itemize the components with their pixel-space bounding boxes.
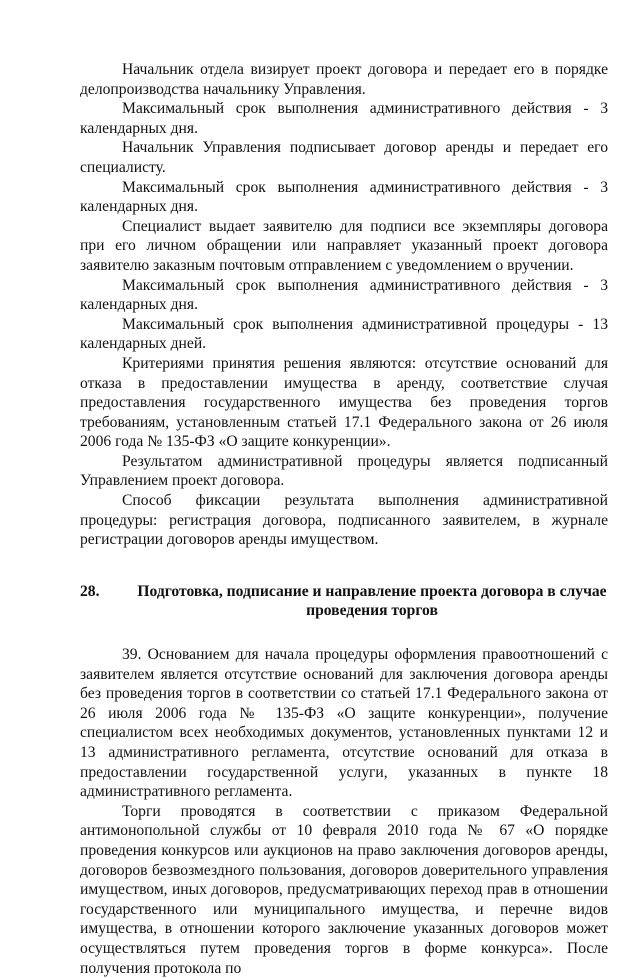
section-title-line1: Подготовка, подписание и направление проекта договора в случае: [137, 582, 607, 600]
paragraph-criteria: Критериями принятия решения являются: отсутствие оснований для отказа в предоставлении имущества в аренду, соответствие случая предоставления государственного имущества без проведения торгов требованиям, установленным статьей 17.1 Федерального закона от 26 июля 2006 года № 135-ФЗ «О защите конкуренции».: [80, 354, 608, 451]
paragraph-39: 39. Основанием для начала процедуры оформления правоотношений с заявителем является отсутствие оснований для заключения договора аренды без проведения торгов в соответствии со статьей 17.1 Федерального закона от 26 июля 2006 года № 135-ФЗ «О защите конкуренции», получение специалистом всех необходимых документов, установленных пунктами 12 и 13 административного регламента, отсутствие оснований для отказа в предоставлении государственной услуги, указанных в пункте 18 административного регламента.: [80, 646, 608, 801]
paragraph-auctions: Торги проводятся в соответствии с приказом Федеральной антимонопольной службы от 10 февраля 2010 года № 67 «О порядке проведения конкурсов или аукционов на право заключения договоров аренды, договоров безвозмездного пользования, договоров доверительного управления имуществом, иных договоров, предусматривающих переход прав в отношении государственного или муниципального имущества, и перечне видов имущества, в отношении которого заключение указанных договоров может осуществляться путем проведения торгов в форме конкурса». После получения протокола по: [80, 802, 608, 977]
paragraph-max-procedure-term: Максимальный срок выполнения административной процедуры - 13 календарных дней.: [80, 315, 608, 353]
paragraph-sign: Начальник Управления подписывает договор аренды и передает его специалисту.: [80, 139, 608, 176]
paragraph-max-term-3: Максимальный срок выполнения административного действия - 3 календарных дня.: [80, 276, 608, 314]
paragraph-visa: Начальник отдела визирует проект договора и передает его в порядке делопроизводства начальнику Управления.: [80, 61, 608, 98]
section-heading: [80, 582, 608, 621]
paragraph-fixation: Способ фиксации результата выполнения административной процедуры: регистрация договора, подписанного заявителем, в журнале регистрации договоров аренды имуществом.: [80, 492, 608, 549]
paragraph-issue: Специалист выдает заявителю для подписи все экземпляры договора при его личном обращении или направляет указанный проект договора заявителю заказным почтовым отправлением с уведомлением о вручении.: [80, 217, 608, 274]
document-body: [80, 60, 608, 978]
paragraph-max-term-1: Максимальный срок выполнения административного действия - 3 календарных дня.: [80, 100, 608, 137]
paragraph-max-term-2: Максимальный срок выполнения административного действия - 3 календарных дня.: [80, 178, 608, 216]
section-title-line2: проведения торгов: [306, 602, 438, 620]
paragraph-result: Результатом административной процедуры является подписанный Управлением проект договора.: [80, 452, 608, 490]
section-number: 28.: [80, 582, 100, 600]
